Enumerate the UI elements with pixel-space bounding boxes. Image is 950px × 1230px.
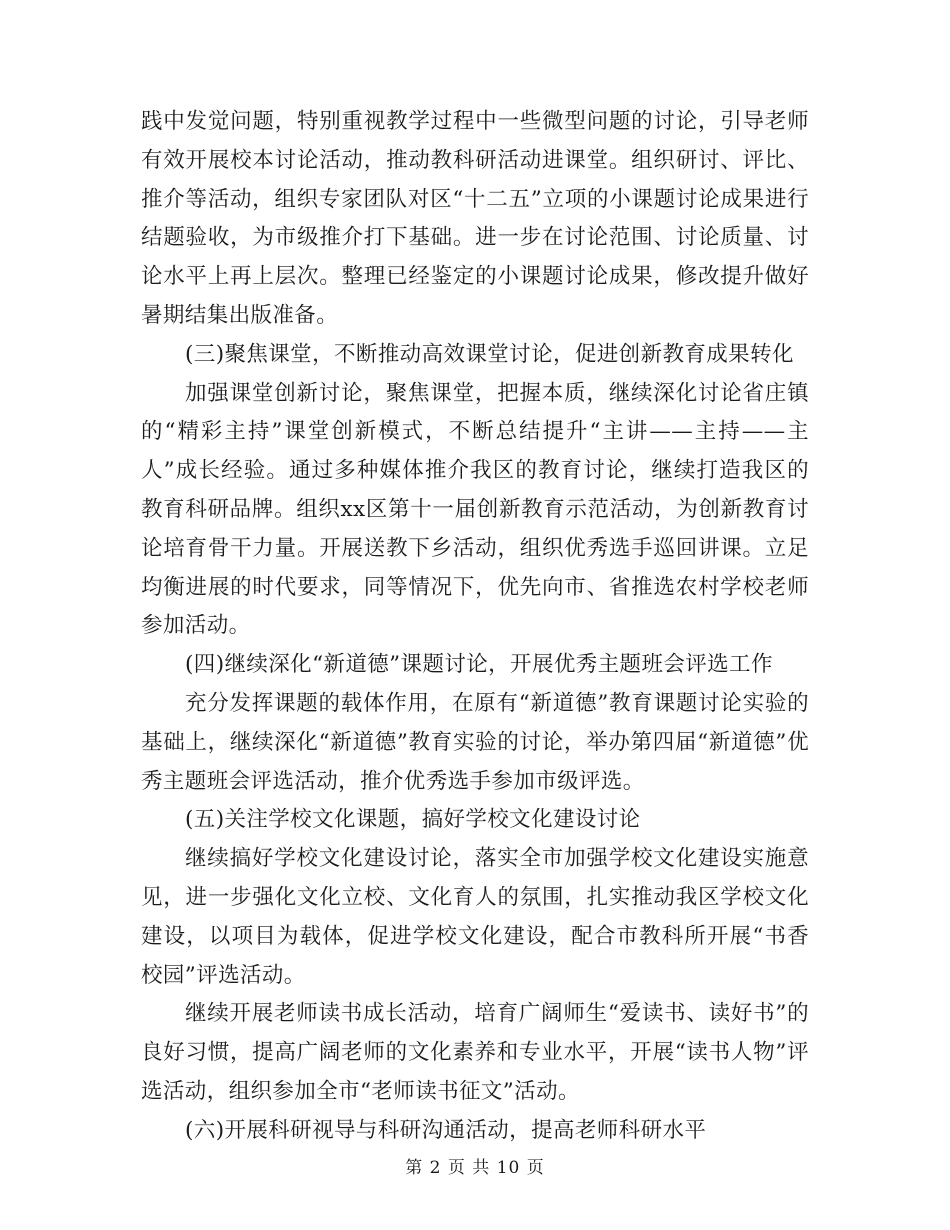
paragraph-continuation: 践中发觉问题，特别重视教学过程中一些微型问题的讨论，引导老师有效开展校本讨论活动，推动教科研活动进课堂。组织研讨、评比、推介等活动，组织专家团队对区“十二五”立项的小课题讨论成果进行结题验收，为市级推介打下基础。进一步在讨论范围、讨论质量、讨论水平上再上层次。整理已经鉴定的小课题讨论成果，修改提升做好暑期结集出版准备。 [141,109,809,328]
section-heading-3: (三)聚焦课堂，不断推动高效课堂讨论，促进创新教育成果转化 [185,341,794,367]
paragraph-teacher-reading: 继续开展老师读书成长活动，培育广阔师生“爱读书、读好书”的良好习惯，提高广阔老师的文化素养和专业水平，开展“读书人物”评选活动，组织参加全市“老师读书征文”活动。 [141,1001,809,1104]
page-number-footer: 第 2 页 共 10 页 [405,1158,545,1178]
section-heading-4: (四)继续深化“新道德”课题讨论，开展优秀主题班会评选工作 [185,652,773,678]
document-body [141,103,809,1151]
section-heading-5: (五)关注学校文化课题，搞好学校文化建设讨论 [185,807,641,833]
paragraph-school-culture: 继续搞好学校文化建设讨论，落实全市加强学校文化建设实施意见，进一步强化文化立校、文化育人的氛围，扎实推动我区学校文化建设，以项目为载体，促进学校文化建设，配合市教科所开展“书香校园”评选活动。 [141,846,809,988]
paragraph-classroom-innovation: 加强课堂创新讨论，聚焦课堂，把握本质，继续深化讨论省庄镇的“精彩主持”课堂创新模式，不断总结提升“主讲——主持——主人”成长经验。通过多种媒体推介我区的教育讨论，继续打造我区的教育科研品牌。组织xx区第十一届创新教育示范活动，为创新教育讨论培育骨干力量。开展送教下乡活动，组织优秀选手巡回讲课。立足均衡进展的时代要求，同等情况下，优先向市、省推选农村学校老师参加活动。 [141,380,809,639]
section-heading-6: (六)开展科研视导与科研沟通活动，提高老师科研水平 [185,1117,707,1143]
paragraph-new-morality: 充分发挥课题的载体作用，在原有“新道德”教育课题讨论实验的基础上，继续深化“新道德”教育实验的讨论，举办第四届“新道德”优秀主题班会评选活动，推介优秀选手参加市级评选。 [141,690,809,794]
